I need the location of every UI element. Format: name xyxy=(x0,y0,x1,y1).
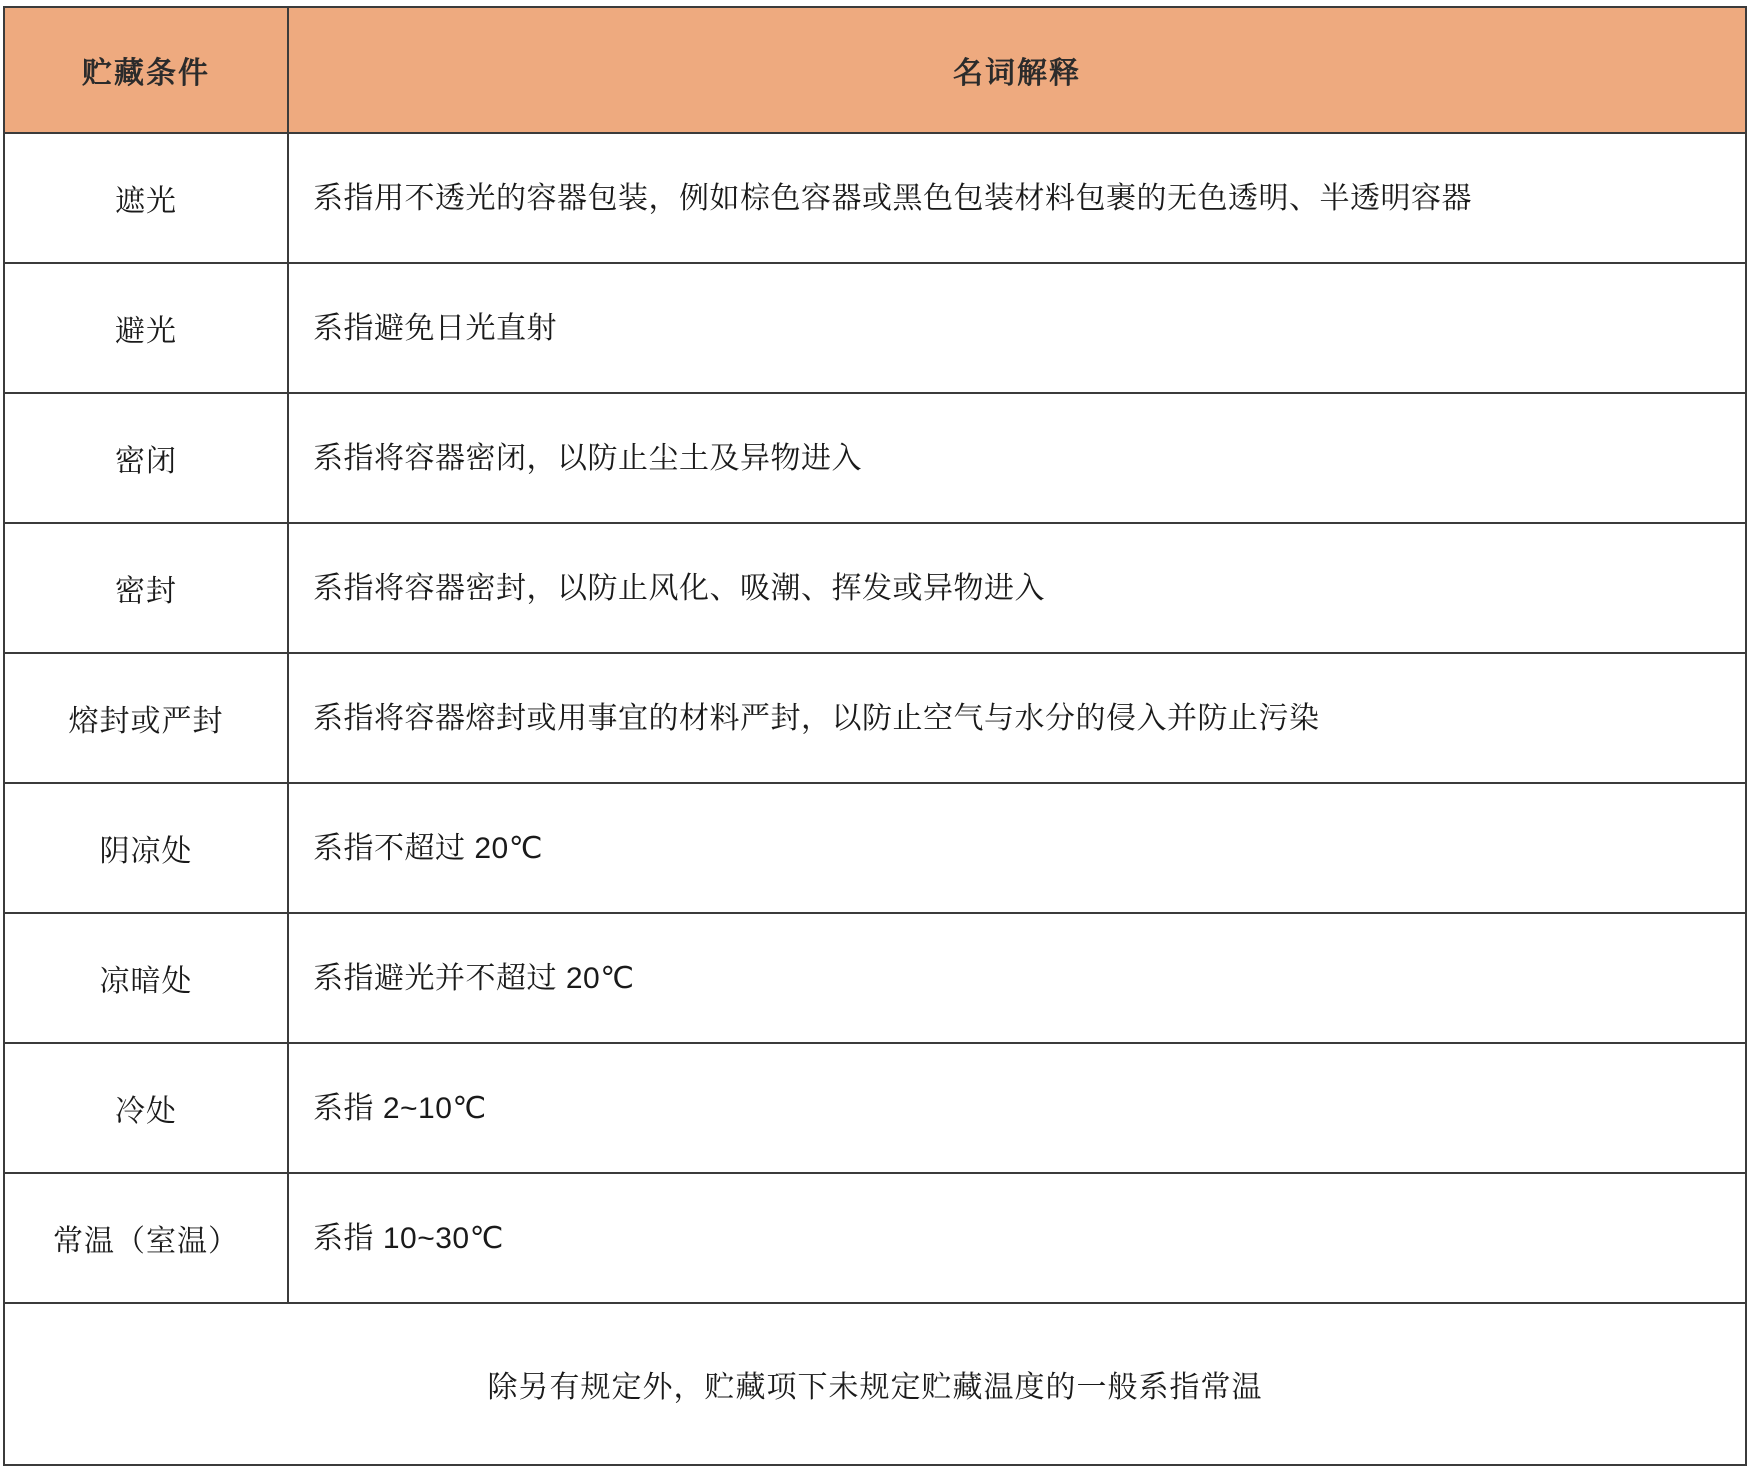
table-row xyxy=(4,133,1746,263)
term-cell: 密闭 xyxy=(4,393,288,523)
term-cell: 冷处 xyxy=(4,1043,288,1173)
table-body xyxy=(4,133,1746,1465)
definition-cell: 系指用不透光的容器包装，例如棕色容器或黑色包装材料包裹的无色透明、半透明容器 xyxy=(288,133,1746,263)
definition-cell: 系指 10~30℃ xyxy=(288,1173,1746,1303)
table-row xyxy=(4,913,1746,1043)
term-cell: 凉暗处 xyxy=(4,913,288,1043)
definition-cell: 系指避光并不超过 20℃ xyxy=(288,913,1746,1043)
table-row xyxy=(4,523,1746,653)
term-cell: 阴凉处 xyxy=(4,783,288,913)
table-header xyxy=(4,7,1746,133)
table-row xyxy=(4,1173,1746,1303)
table-row xyxy=(4,393,1746,523)
definition-cell: 系指将容器密封，以防止风化、吸潮、挥发或异物进入 xyxy=(288,523,1746,653)
term-cell: 遮光 xyxy=(4,133,288,263)
term-cell: 密封 xyxy=(4,523,288,653)
definition-cell: 系指将容器熔封或用事宜的材料严封，以防止空气与水分的侵入并防止污染 xyxy=(288,653,1746,783)
table-header-row xyxy=(4,7,1746,133)
column-header-definition: 名词解释 xyxy=(288,7,1746,133)
definition-cell: 系指不超过 20℃ xyxy=(288,783,1746,913)
definition-cell: 系指将容器密闭，以防止尘土及异物进入 xyxy=(288,393,1746,523)
table-row xyxy=(4,263,1746,393)
term-cell: 避光 xyxy=(4,263,288,393)
table-footnote: 除另有规定外，贮藏项下未规定贮藏温度的一般系指常温 xyxy=(4,1303,1746,1465)
column-header-term: 贮藏条件 xyxy=(4,7,288,133)
term-cell: 常温（室温） xyxy=(4,1173,288,1303)
table-row xyxy=(4,653,1746,783)
definition-cell: 系指 2~10℃ xyxy=(288,1043,1746,1173)
term-cell: 熔封或严封 xyxy=(4,653,288,783)
table-footnote-row xyxy=(4,1303,1746,1465)
table-row xyxy=(4,1043,1746,1173)
table-row xyxy=(4,783,1746,913)
storage-conditions-table xyxy=(3,6,1747,1466)
definition-cell: 系指避免日光直射 xyxy=(288,263,1746,393)
